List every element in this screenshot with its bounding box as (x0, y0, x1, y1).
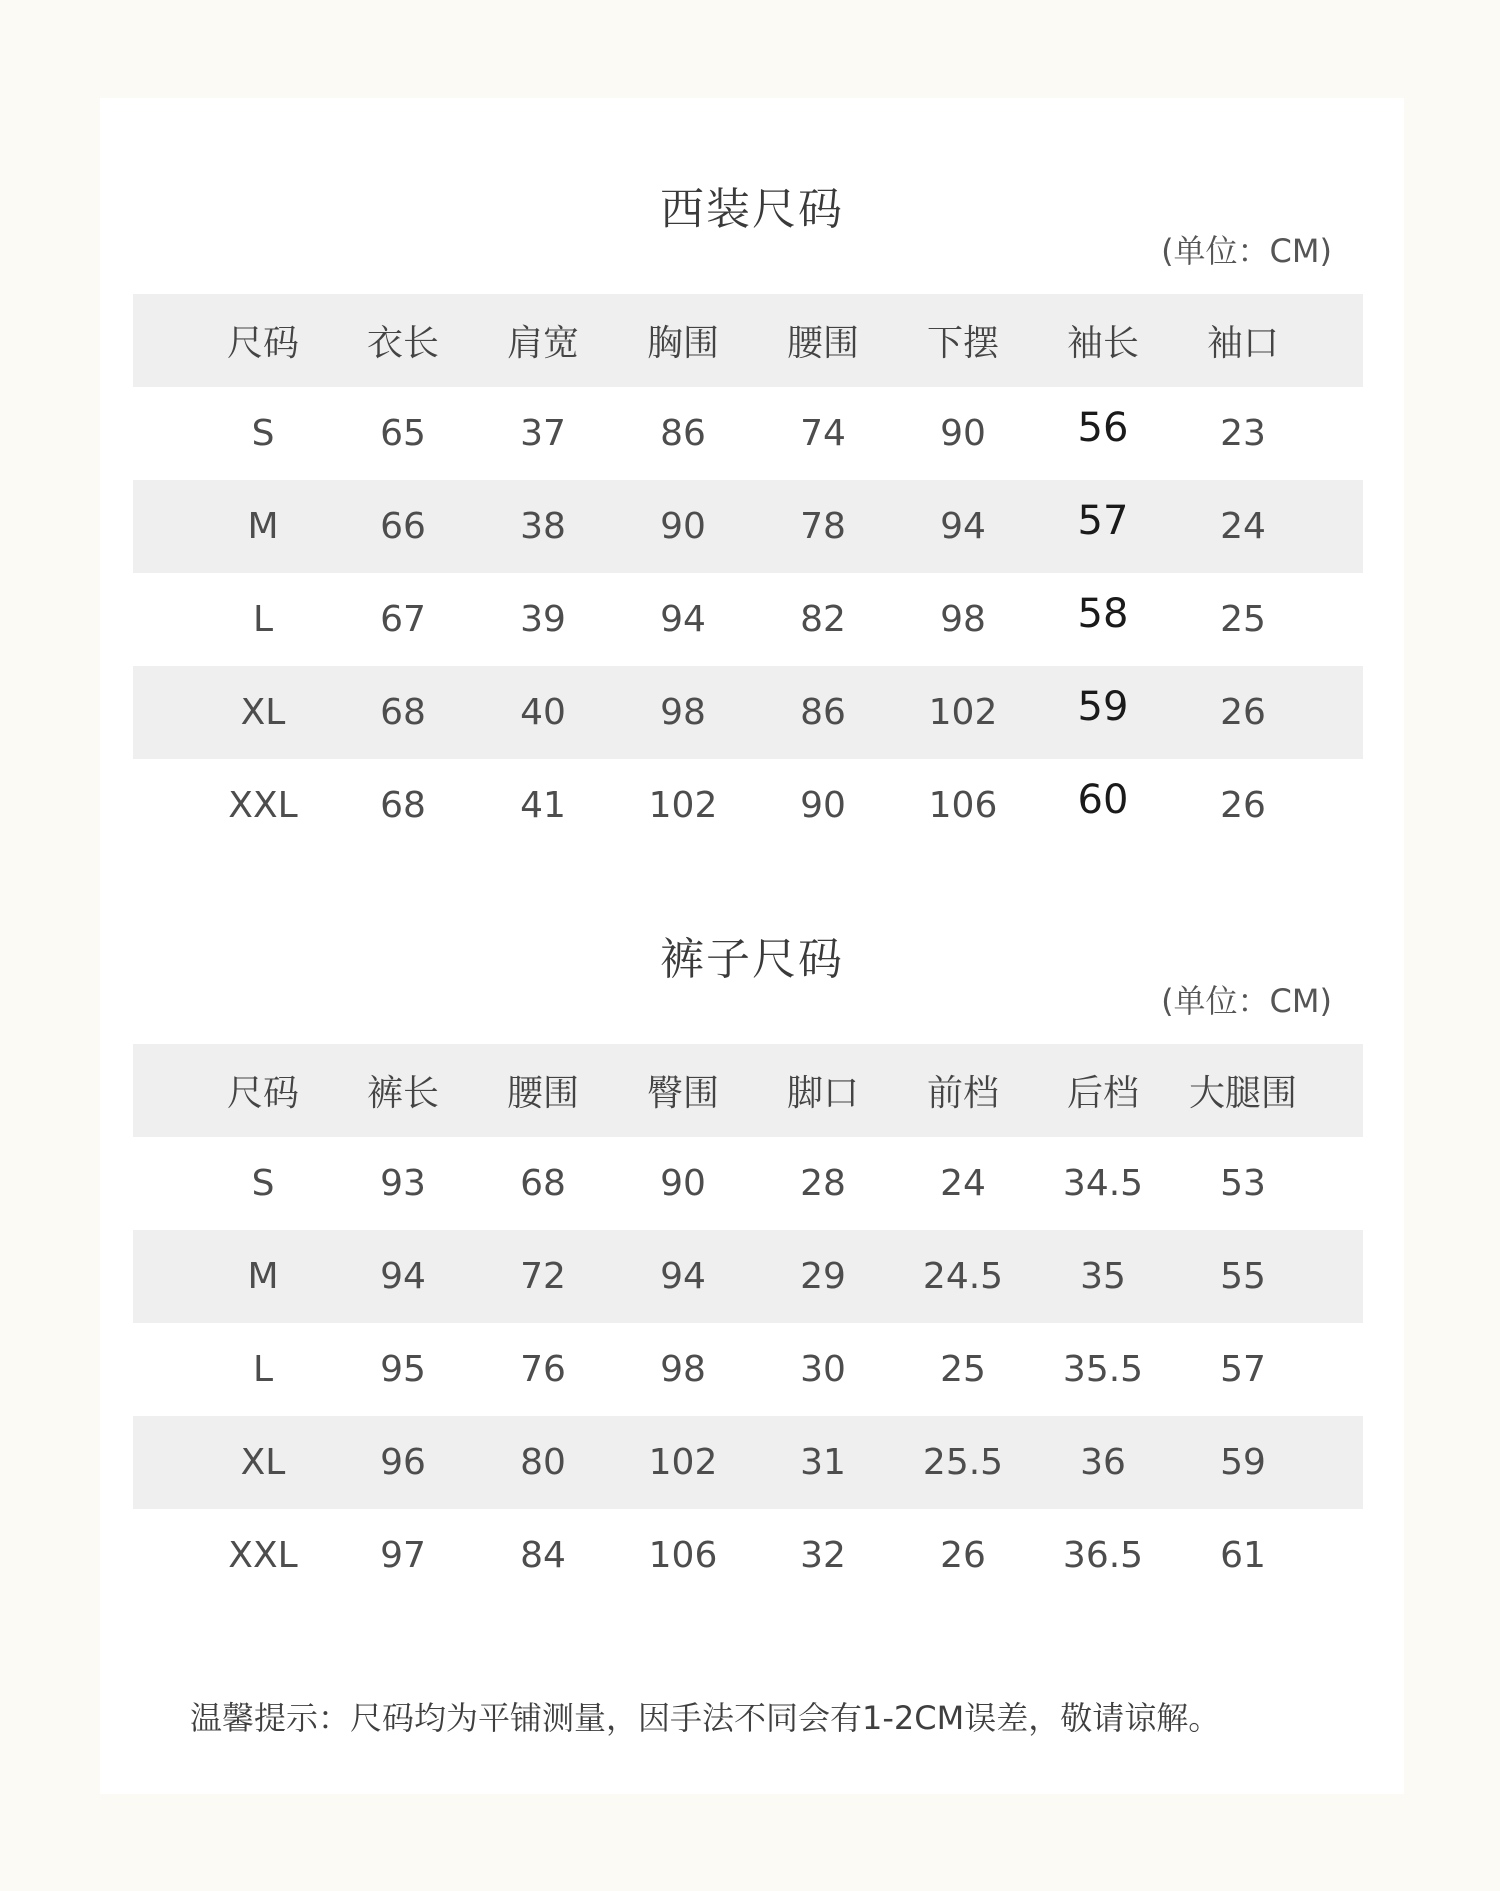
header-cell: 袖长 (1066, 323, 1139, 364)
suit-size-title: 西装尺码 (660, 184, 844, 235)
table-cell: 53 (1220, 1163, 1266, 1204)
table-cell: XXL (228, 785, 298, 826)
table-cell: 57 (1077, 497, 1129, 544)
table-cell: 106 (648, 1535, 718, 1576)
table-cell: 57 (1220, 1349, 1266, 1390)
table-cell: M (247, 1256, 279, 1297)
table-cell: 24 (940, 1163, 986, 1204)
table-cell: 34.5 (1062, 1163, 1144, 1204)
table-cell: 31 (800, 1442, 846, 1483)
table-cell: 65 (380, 413, 426, 454)
table-header-row (133, 294, 1363, 387)
table-row (133, 387, 1363, 480)
header-cell: 尺码 (226, 1073, 299, 1114)
table-cell: 24.5 (922, 1256, 1004, 1297)
table-cell: 97 (380, 1535, 426, 1576)
table-cell: 30 (800, 1349, 846, 1390)
header-cell: 腰围 (786, 323, 859, 364)
table-cell: 60 (1077, 776, 1129, 823)
table-cell: 59 (1220, 1442, 1266, 1483)
table-cell: 37 (520, 413, 566, 454)
suit-size-table (133, 294, 1363, 852)
table-cell: 39 (520, 599, 566, 640)
table-cell: 26 (1220, 692, 1266, 733)
table-cell: XL (240, 692, 286, 733)
table-cell: 94 (940, 506, 986, 547)
table-cell: 84 (520, 1535, 566, 1576)
table-cell: 59 (1077, 683, 1129, 730)
table-cell: 102 (648, 785, 718, 826)
table-cell: 67 (380, 599, 426, 640)
table-cell: 32 (800, 1535, 846, 1576)
header-cell: 大腿围 (1188, 1073, 1297, 1114)
table-cell: S (251, 1163, 275, 1204)
pants-size-title: 裤子尺码 (660, 934, 844, 985)
table-cell: 26 (940, 1535, 986, 1576)
header-cell: 前档 (926, 1073, 999, 1114)
table-row (133, 1137, 1363, 1230)
table-cell: 76 (520, 1349, 566, 1390)
table-cell: XXL (228, 1535, 298, 1576)
table-cell: 58 (1077, 590, 1129, 637)
table-cell: 56 (1077, 404, 1129, 451)
table-cell: 98 (660, 692, 706, 733)
table-row (133, 1509, 1363, 1602)
header-cell: 尺码 (226, 323, 299, 364)
table-cell: 41 (520, 785, 566, 826)
table-cell: 86 (660, 413, 706, 454)
table-cell: 38 (520, 506, 566, 547)
table-cell: 86 (800, 692, 846, 733)
pants-unit-label: (单位：CM) (1161, 982, 1332, 1020)
header-cell: 裤长 (366, 1073, 439, 1114)
table-cell: 102 (928, 692, 998, 733)
table-cell: 96 (380, 1442, 426, 1483)
table-row (133, 1230, 1363, 1323)
header-cell: 臀围 (646, 1073, 719, 1114)
table-cell: 90 (660, 1163, 706, 1204)
table-cell: 36 (1080, 1442, 1126, 1483)
table-header-row (133, 1044, 1363, 1137)
table-cell: 68 (380, 692, 426, 733)
table-cell: 25 (1220, 599, 1266, 640)
table-cell: 61 (1220, 1535, 1266, 1576)
table-cell: M (247, 506, 279, 547)
table-row (133, 573, 1363, 666)
header-cell: 袖口 (1206, 323, 1279, 364)
table-cell: 78 (800, 506, 846, 547)
table-cell: 26 (1220, 785, 1266, 826)
table-cell: 36.5 (1062, 1535, 1144, 1576)
header-cell: 胸围 (646, 323, 719, 364)
header-cell: 肩宽 (506, 323, 579, 364)
table-cell: S (251, 413, 275, 454)
table-cell: 82 (800, 599, 846, 640)
table-cell: 28 (800, 1163, 846, 1204)
table-cell: 66 (380, 506, 426, 547)
header-cell: 衣长 (366, 323, 439, 364)
table-cell: 72 (520, 1256, 566, 1297)
table-cell: 24 (1220, 506, 1266, 547)
header-cell: 脚口 (786, 1073, 859, 1114)
table-cell: 94 (380, 1256, 426, 1297)
table-cell: 93 (380, 1163, 426, 1204)
table-cell: L (252, 1349, 274, 1390)
header-cell: 下摆 (926, 323, 999, 364)
table-cell: 74 (800, 413, 846, 454)
table-cell: 90 (800, 785, 846, 826)
table-cell: XL (240, 1442, 286, 1483)
size-chart-card (100, 98, 1404, 1794)
header-cell: 腰围 (506, 1073, 579, 1114)
table-row (133, 480, 1363, 573)
table-cell: 98 (660, 1349, 706, 1390)
table-cell: 106 (928, 785, 998, 826)
table-cell: 94 (660, 599, 706, 640)
measurement-tip: 温馨提示：尺码均为平铺测量，因手法不同会有1-2CM误差，敬请谅解。 (190, 1699, 1221, 1737)
table-cell: L (252, 599, 274, 640)
table-cell: 98 (940, 599, 986, 640)
table-cell: 90 (940, 413, 986, 454)
table-cell: 90 (660, 506, 706, 547)
table-cell: 29 (800, 1256, 846, 1297)
table-cell: 95 (380, 1349, 426, 1390)
table-cell: 102 (648, 1442, 718, 1483)
table-row (133, 666, 1363, 759)
table-row (133, 1323, 1363, 1416)
pants-size-table (133, 1044, 1363, 1602)
suit-unit-label: (单位：CM) (1161, 232, 1332, 270)
table-cell: 25.5 (922, 1442, 1004, 1483)
table-cell: 55 (1220, 1256, 1266, 1297)
table-cell: 94 (660, 1256, 706, 1297)
table-row (133, 1416, 1363, 1509)
table-cell: 68 (380, 785, 426, 826)
table-cell: 35.5 (1062, 1349, 1144, 1390)
table-cell: 35 (1080, 1256, 1126, 1297)
table-cell: 68 (520, 1163, 566, 1204)
header-cell: 后档 (1066, 1073, 1139, 1114)
table-cell: 40 (520, 692, 566, 733)
table-row (133, 759, 1363, 852)
table-cell: 80 (520, 1442, 566, 1483)
table-cell: 23 (1220, 413, 1266, 454)
table-cell: 25 (940, 1349, 986, 1390)
